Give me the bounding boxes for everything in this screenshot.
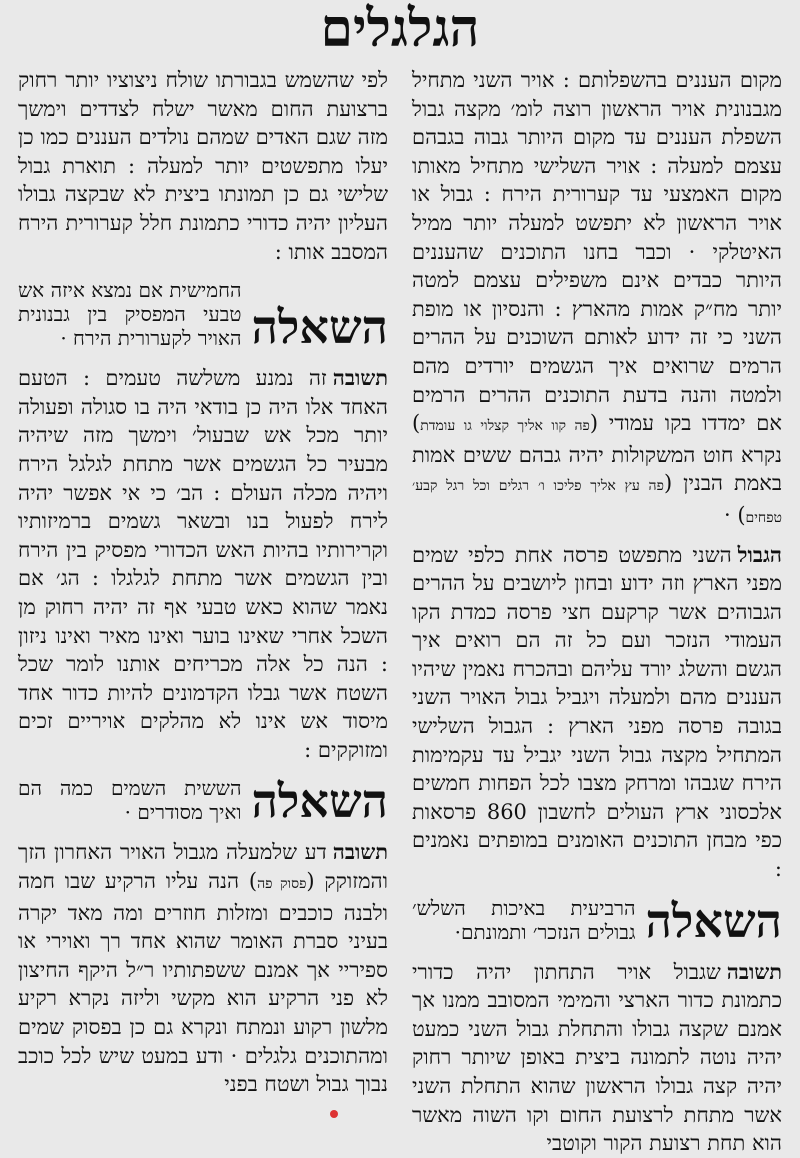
paragraph-text: דע שלמעלה מגבול האויר האחרון הזך והמזוקק ( (18, 840, 388, 894)
paragraph-text: ) נקרא חוט המשקולות יהיה גבהם ששים אמות באמת הבנין ( (412, 411, 782, 496)
run-in-word: תשובה (332, 839, 388, 865)
paragraph-text: השני מתפשט פרסה אחת כלפי שמים מפני הארץ וזה ידוע ובחון ליושבים על ההרים הגבוהים אשר קרקעם חצי פרסה כמדת הקו העמודי הנזכר ועם כל זה הם רואים איך הגשם והשלג יורד עליהם ובהכרח נאמין שיהיו העננים מהם ולמעלה ויגביל גבול האויר השני בגובה פרסה מפני הארץ : הגבול השלישי המתחיל מקצה גבול השני יגביל עד עקמימות הירח שגבהו ומרחק מצבו לכל הפחות חמשים אלכסוני ארץ העולים לחשבון 860 פרסאות כפי מבחן התוכנים האומנים במופתים נאמנים : (412, 542, 782, 882)
question-word: השאלה (645, 893, 782, 948)
question-subtitle: הרביעית באיכות השלש׳ גבולים הנזכר׳ ותמונתם· (412, 895, 636, 944)
paragraph-limits-of-air (412, 66, 782, 533)
question-subtitle: החמישית אם נמצא איזה אש טבעי המפסיק בין גבנונית האויר לקערורית הירח · (18, 278, 242, 351)
marginal-gloss: פה קוו אליך קצלוי גו עומדת (420, 418, 590, 435)
paragraph-text: ) הנה עליו הרקיע שבו חמה ולבנה כוכבים ומזלות חוזרים ומה מאד יקרה בעיני סברת האומר שהוא אחד רך ואוירי או ספיריי אך אמנם ששפתותיו ר״ל היקף החיצון לא פני הרקיע הוא מקשי וליזה נקרא רקיע מלשון רקוע ונמתח ונקרא גם כן בפסוק שמים ומהתוכנים גלגלים · ודע במעט שיש לכל כוכב נבוך גבול ושטח בפני (18, 869, 388, 1097)
answer-fourth (412, 958, 782, 1158)
question-word: השאלה (251, 774, 388, 829)
red-mark-dot (330, 1110, 338, 1118)
question-word: השאלה (251, 300, 388, 355)
left-column (18, 66, 388, 1126)
question-subtitle: הששית השמים כמה הם ואיך מסודרים · (18, 776, 242, 825)
paragraph-continuation (18, 66, 388, 266)
paragraph-text: ) · (723, 502, 746, 527)
running-head: הגלגלים (320, 0, 480, 59)
question-heading-fifth (18, 278, 388, 355)
answer-sixth (18, 838, 388, 1098)
answer-fifth (18, 364, 388, 764)
run-in-word: תשובה (726, 958, 782, 984)
paragraph-text: שגבול אויר התחתון יהיה כדורי כתמונת כדור הארצי והמימי המסובב ממנו אך אמנם שקצה גבולו והתחלת גבול השני כמעט יהיה נוטה לתמונה ביצית באופן שיותר רחוק יהיה קצה גבולו הראשון שהוא התחלת השני אשר מתחת לרצועת החום וקו השוה מאשר הוא תחת רצועת הקור וקוטבי (412, 959, 782, 1156)
run-in-word: תשובה (332, 365, 388, 391)
paragraph-second-limit (412, 541, 782, 884)
paragraph-text: מקום העננים בהשפלותם : אויר השני מתחיל מגבנונית אויר הראשון רוצה לומ׳ מקצה גבול השפלת העננים עד מקום היותר גבוה בגבהם עצמם למעלה : אויר השלישי מתחיל מאותו מקום האמצעי עד קערורית הירח : גבול או אויר הראשון לא יתפשט למעלה יותר ממיל האיטלקי · וכבר בחנו התוכנים שהעננים היותר כבדים אינם משפילים עצמם למטה יותר מח״ק אמות מהארץ : והנסיון או מופת השני כי זה ידוע לאותם השוכנים על ההרים הרמים שרואים איך הגשמים יורדים מהם ולמטה והנה בדעת התוכנים ההרים הרמים אם ימדדו בקו עמודי ( (412, 68, 782, 436)
marginal-gloss: פה עץ אליך פליכו ו׳ רגלים וכל רגל קבע׳ טפחים (412, 478, 782, 526)
paragraph-text: זה נמנע משלשה טעמים : הטעם האחד אלו היה כן בודאי היה בו סגולה ופעולה יותר מכל אש שבעול׳ וימשך מזה שיהיה מבעיר כל הגשמים אשר מתחת לגלגל הירח ויהיה מכלה העולם : הב׳ כי אי אפשר יהיה לירח לפעול בנו ובשאר גשמים ברמיזותיו וקרירותיו בהיות האש הכדורי מפסיק בין הירח ובין הגשמים אשר מתחת לגלגלו : הג׳ אם נאמר שהוא כאש טבעי אף זה יהיה רחוק מן השכל אחרי שאינו בוער ואינו מאיר ואינו ניזון : הנה כל אלה מכריחים אותנו לומר שכל השטח אשר גבלו הקדמונים להיות כדור אחד מיסוד אש אינו לא מהלקים אויריים זכים ומזוקקים : (18, 366, 388, 762)
run-in-word: הגבול (737, 541, 782, 567)
paragraph-text: לפי שהשמש בגבורתו שולח ניצוציו יותר רחוק ברצועת החום מאשר ישלח לצדדים וימשך מזה שגם האדים שמהם נולדים העננים כמו כן יעלו מתפשטים יותר למעלה : תוארת גבול שלישי גם כן תמונתו ביצית לא שבקצה גבולו העליון יהיה כדורי כתמונת חלל קערורית הירח המסבב אותו : (18, 68, 388, 264)
right-column (412, 66, 782, 1156)
marginal-gloss: פסוק פה (257, 876, 307, 893)
question-heading-fourth (412, 893, 782, 948)
question-heading-sixth (18, 774, 388, 829)
